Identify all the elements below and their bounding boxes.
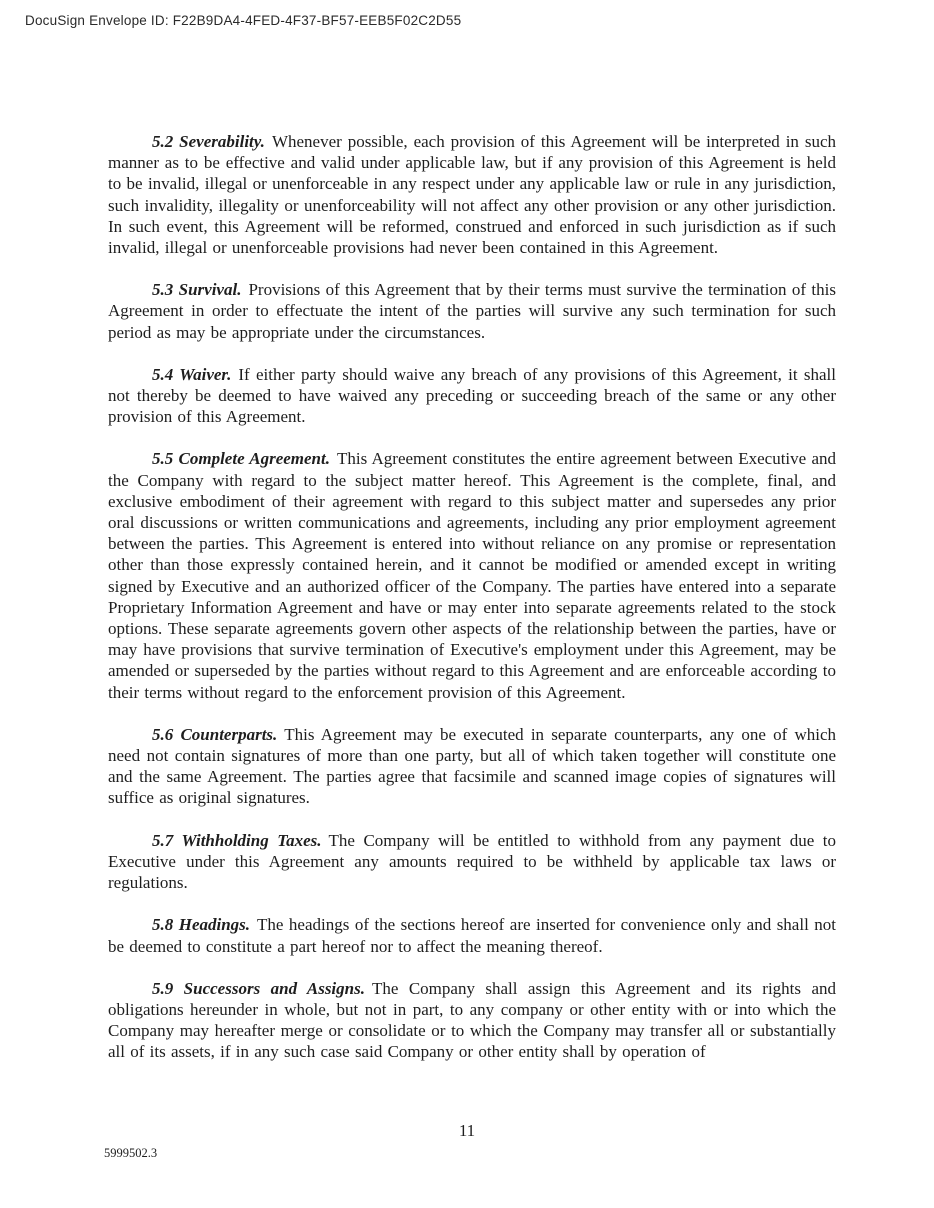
section-text: Provisions of this Agreement that by their terms must survive the termination of this Agreement in order to effectuate the intent of the parties will survive any such termination for such period as may be appropriate under the circumstances.	[108, 280, 836, 342]
section-text: The Company shall assign this Agreement and its rights and obligations hereunder in whole, but not in part, to any company or other entity with or into which the Company may hereafter merge or consolidate or to which the Company may transfer all or substantially all of its assets, if in any such case said Company or other entity shall by operation of	[108, 978, 836, 1062]
section-paragraph-5-7	[108, 830, 836, 894]
section-paragraph-5-6	[108, 724, 836, 809]
document-reference-number: 5999502.3	[104, 1146, 158, 1160]
section-text: The Company will be entitled to withhold from any payment due to Executive under this Agreement any amounts required to be withheld by applicable tax laws or regulations.	[108, 830, 837, 893]
section-heading: 5.4 Waiver.	[152, 364, 232, 384]
section-paragraph-5-8	[108, 914, 836, 956]
section-paragraph-5-5	[108, 448, 836, 702]
document-page-body	[108, 131, 836, 1084]
section-paragraph-5-2	[108, 131, 836, 258]
section-text: This Agreement constitutes the entire agreement between Executive and the Company with regard to the subject matter hereof. This Agreement is the complete, final, and exclusive embodiment of their agreement with regard to this subject matter and supersedes any prior oral discussions or written communications and agreements, including any prior employment agreement between the parties. This Agreement is entered into without reliance on any promise or representation other than those expressly contained herein, and it cannot be modified or amended except in writing signed by Executive and an authorized officer of the Company. The parties have entered into a separate Proprietary Information Agreement and have or may enter into separate agreements related to the stock options. These separate agreements govern other aspects of the relationship between the parties, have or may have provisions that survive termination of Executive's employment under this Agreement, may be amended or superseded by the parties without regard to this Agreement and are enforceable according to their terms without regard to the enforcement provision of this Agreement.	[108, 449, 836, 702]
section-heading: 5.9 Successors and Assigns.	[152, 978, 365, 998]
section-heading: 5.8 Headings.	[152, 915, 251, 935]
section-heading: 5.3 Survival.	[152, 280, 242, 300]
section-paragraph-5-3	[108, 279, 836, 343]
section-paragraph-5-9	[108, 978, 836, 1063]
section-heading: 5.6 Counterparts.	[152, 724, 278, 744]
page-number: 11	[458, 1121, 476, 1140]
section-heading: 5.5 Complete Agreement.	[152, 449, 330, 469]
section-heading: 5.7 Withholding Taxes.	[152, 830, 322, 850]
section-text: If either party should waive any breach of any provisions of this Agreement, it shall not thereby be deemed to have waived any preceding or succeeding breach of the same or any other provision of this Agreement.	[108, 364, 836, 427]
docusign-envelope-id: DocuSign Envelope ID: F22B9DA4-4FED-4F37-BF57-EEB5F02C2D55	[25, 13, 462, 28]
section-heading: 5.2 Severability.	[152, 132, 265, 151]
section-paragraph-5-4	[108, 364, 836, 428]
section-text: This Agreement may be executed in separate counterparts, any one of which need not contain signatures of more than one party, but all of which taken together will constitute one and the same Agreement. The parties agree that facsimile and scanned image copies of signatures will suffice as original signatures.	[108, 724, 836, 808]
section-text: Whenever possible, each provision of this Agreement will be interpreted in such manner as to be effective and valid under applicable law, but if any provision of this Agreement is held to be invalid, illegal or unenforceable in any respect under any applicable law or rule in any jurisdiction, such invalidity, illegality or unenforceability will not affect any other provision or any other jurisdiction. In such event, this Agreement will be reformed, construed and enforced in such jurisdiction as if such invalid, illegal or unenforceable provisions had never been contained in this Agreement.	[108, 132, 836, 258]
section-text: The headings of the sections hereof are inserted for convenience only and shall not be deemed to constitute a part hereof nor to affect the meaning thereof.	[108, 915, 836, 956]
